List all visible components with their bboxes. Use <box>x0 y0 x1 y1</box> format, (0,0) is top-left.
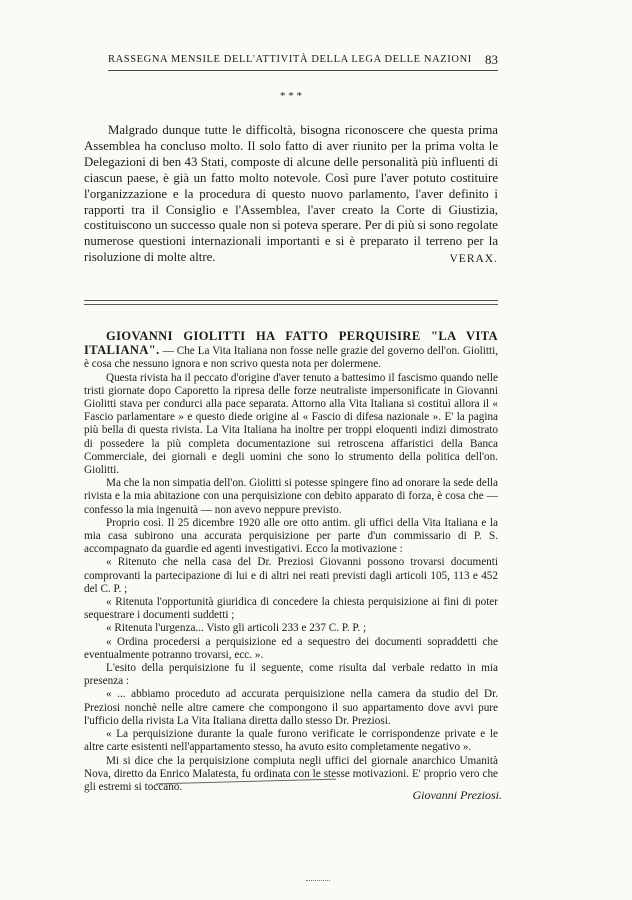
running-header <box>108 54 498 65</box>
article-lead-paragraph <box>84 330 498 372</box>
quote-paragraph: « Ritenuto che nella casa del Dr. Preziosi Giovanni possono trovarsi documenti comprovanti la partecipazione di lui e di altri nei reati previsti dagli articoli 105, 113 e 452 del C. P. ; <box>84 556 498 595</box>
article-paragraph: Proprio così. Il 25 dicembre 1920 alle ore otto antim. gli uffici della Vita Italiana e la mia casa subirono una accurata perquisizione per parte d'un commissario di P. S. accompagnato da guardie ed agenti investigativi. Ecco la motivazione : <box>84 516 498 556</box>
article-paragraph: Ma che la non simpatia dell'on. Giolitti si potesse spingere fino ad onorare la sede della rivista e la mia abitazione con una perquisizione con debito apparato di forza, è cosa che — confesso la mia ingenuità — non avevo neppure previsto. <box>84 477 498 516</box>
verax-article <box>84 123 498 266</box>
article-title: GIOVANNI GIOLITTI HA FATTO PERQUISIRE "LA VITA ITALIANA". <box>84 329 498 358</box>
quote-paragraph: « Ritenuta l'opportunità giuridica di concedere la chiesta perquisizione ai fini di poter sequestrare i documenti suddetti ; <box>84 596 498 622</box>
quote-paragraph: « La perquisizione durante la quale furono verificate le corrispondenze private e le altre carte esistenti nell'appartamento stesso, ha avuto esito completamente negativo ». <box>84 728 498 754</box>
quote-paragraph: « Ritenuta l'urgenza... Visto gli articoli 233 e 237 C. P. P. ; <box>106 622 367 635</box>
verax-signature: VERAX. <box>449 253 498 265</box>
running-title: RASSEGNA MENSILE DELL'ATTIVITÀ DELLA LEGA DELLE NAZIONI <box>108 54 472 65</box>
article-paragraph: Questa rivista ha il peccato d'origine d'aver tenuto a battesimo il fascismo quando nelle tristi giornate dopo Caporetto la ripresa delle forze neutraliste impersonificate in Giovanni Giolitti stava per condurci alla pace separata. Attorno alla Vita Italiana si costituì allora il « Fascio parlamentare » e questo diede origine al « Fascio di difesa nazionale ». E' la pagina più bella di questa rivista. La Vita Italiana ha inoltre per troppi eloquenti indizi dimostrato di possedere la più completa documentazione sui retroscena affaristici della Banca Commerciale, dei giornali e degli uomini che sono lo strumento della politica dell'on. Giolitti. <box>84 371 498 477</box>
lead-text: — Che La Vita Italiana non fosse nelle grazie del governo dell'on. Giolitti, è cosa che nessuno ignora e non scrivo questa nota per dolermene. <box>84 345 498 371</box>
section-stars: * * * <box>280 90 302 102</box>
header-rule <box>108 70 498 71</box>
preziosi-signature: Giovanni Preziosi. <box>412 788 502 802</box>
quote-paragraph: « ... abbiamo proceduto ad accurata perquisizione nella camera da studio del Dr. Preziosi nonchè nelle altre camere che compongono il suo appartamento dove avvi pure l'ufficio della rivista La Vita Italiana diretta dallo stesso Dr. Preziosi. <box>84 688 498 727</box>
verax-paragraph: Malgrado dunque tutte le difficoltà, bisogna riconoscere che questa prima Assemblea ha concluso molto. Il solo fatto di aver riunito per la prima volta le Delegazioni di ben 43 Stati, composte di alcune delle personalità più influenti di ciascun paese, è già un fatto molto notevole. Così pure l'aver potuto costituire l'organizzazione e la procedura di questo nuovo parlamento, l'aver definito i rapporti tra il Consiglio e l'Assemblea, l'aver creato la Corte di Giustizia, costituiscono un successo quale non si poteva sperare. Per di più si sono regolate numerose questioni internazionali importanti e si è preparato il terreno per la risoluzione di molte altre. <box>84 123 498 265</box>
closing-paragraph: Mi si dice che la perquisizione compiuta negli uffici del giornale anarchico Umanità Nova, diretto da Enrico Malatesta, fu ordinata con le stesse motivazioni. E' proprio vero che gli estremi si toccano. <box>84 754 498 793</box>
page-number: 83 <box>485 52 498 67</box>
footer-mark <box>306 880 330 881</box>
article-paragraph: L'esito della perquisizione fu il seguente, come risulta dal verbale redatto in mia presenza : <box>84 662 498 688</box>
giolitti-article <box>84 330 498 794</box>
section-divider-bottom <box>84 304 498 305</box>
quote-paragraph: « Ordina procedersi a perquisizione ed a sequestro dei documenti sopraddetti che eventualmente potranno trovarsi, ecc. ». <box>84 635 498 661</box>
section-divider-top <box>84 300 498 301</box>
